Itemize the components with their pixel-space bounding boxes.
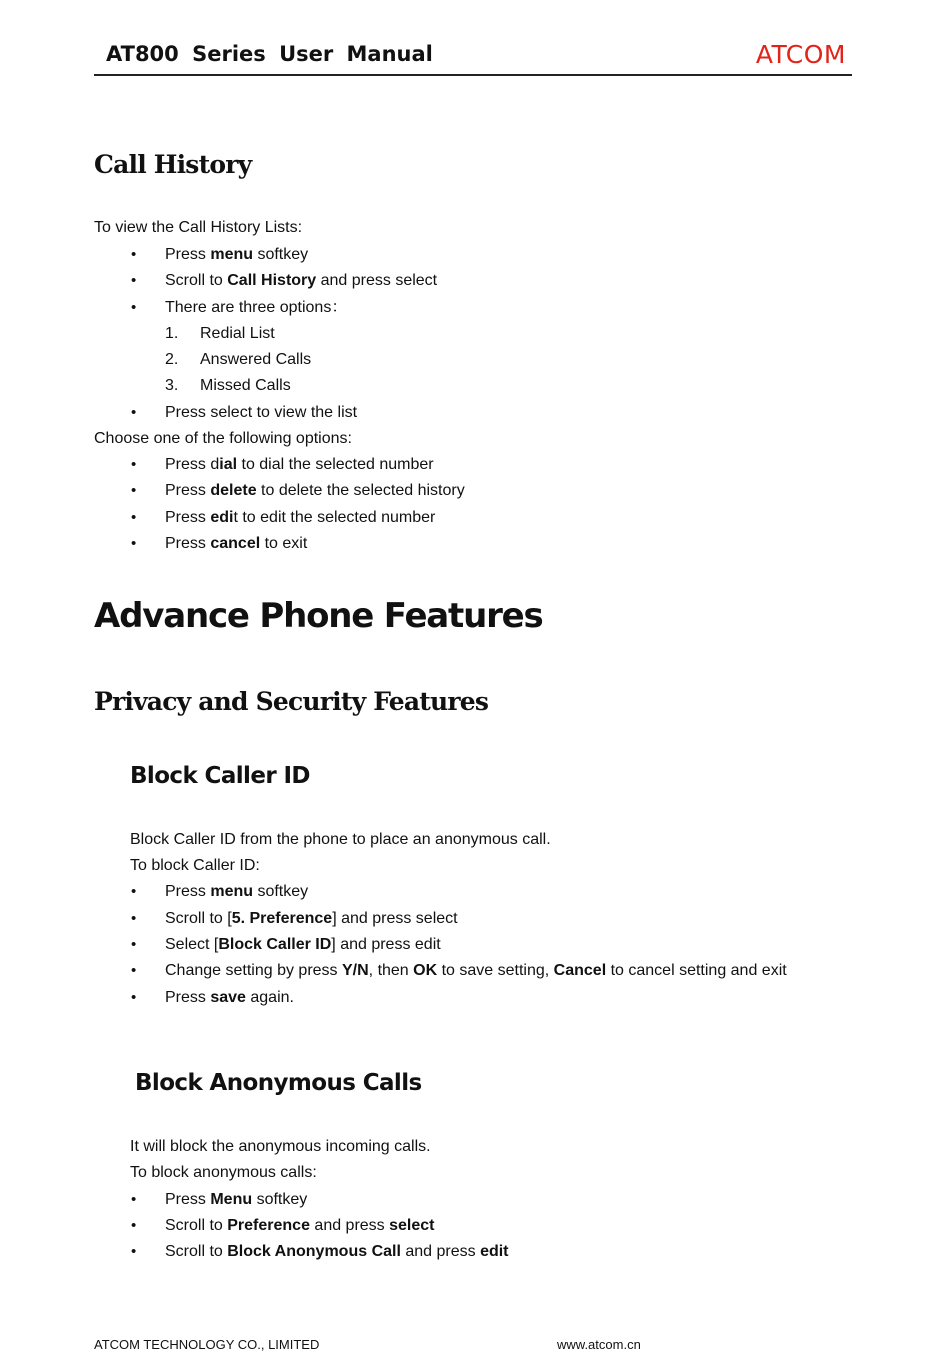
bullet-icon: • <box>131 1243 137 1260</box>
list-item: Press menu softkey <box>165 883 309 900</box>
block-anonymous-heading: Block Anonymous Calls <box>135 1070 422 1096</box>
block-anonymous-desc: It will block the anonymous incoming calls. <box>130 1138 431 1155</box>
bullet-icon: • <box>131 404 137 421</box>
advance-features-heading: Advance Phone Features <box>94 596 543 636</box>
page-header <box>94 38 852 76</box>
bullet-icon: • <box>131 883 137 900</box>
list-item: Press dial to dial the selected number <box>165 456 434 473</box>
list-item: Press cancel to exit <box>165 535 308 552</box>
block-caller-id-intro: To block Caller ID: <box>130 857 260 874</box>
list-item: Press edit to edit the selected number <box>165 509 436 526</box>
bullet-icon: • <box>131 482 137 499</box>
atcom-logo: ATCOM <box>755 40 846 69</box>
call-history-intro: To view the Call History Lists: <box>94 219 303 236</box>
option-number: 1. <box>165 325 179 342</box>
privacy-security-heading: Privacy and Security Features <box>94 687 489 716</box>
option-text: Missed Calls <box>200 377 291 394</box>
list-item: Change setting by press Y/N, then OK to save setting, Cancel to cancel setting and exit <box>165 962 787 979</box>
choose-options-text: Choose one of the following options: <box>94 430 352 447</box>
list-item: Press delete to delete the selected history <box>165 482 465 499</box>
bullet-icon: • <box>131 989 137 1006</box>
bullet-icon: • <box>131 456 137 473</box>
footer-company: ATCOM TECHNOLOGY CO., LIMITED <box>94 1337 320 1352</box>
bullet-icon: • <box>131 1191 137 1208</box>
call-history-heading: Call History <box>94 150 252 179</box>
footer-url-link[interactable]: www.atcom.cn <box>557 1337 641 1352</box>
option-text: Answered Calls <box>200 351 312 368</box>
bullet-icon: • <box>131 246 137 263</box>
list-item: Press Menu softkey <box>165 1191 308 1208</box>
block-anonymous-intro: To block anonymous calls: <box>130 1164 317 1181</box>
option-number: 3. <box>165 377 179 394</box>
bullet-icon: • <box>131 1217 137 1234</box>
list-item: There are three options： <box>165 299 348 316</box>
bullet-icon: • <box>131 509 137 526</box>
list-item: Scroll to Preference and press select <box>165 1217 435 1234</box>
option-text: Redial List <box>200 325 275 342</box>
list-item: Press menu softkey <box>165 246 309 263</box>
manual-title: AT800 Series User Manual <box>106 42 433 66</box>
option-number: 2. <box>165 351 179 368</box>
list-item: Scroll to [5. Preference] and press select <box>165 910 458 927</box>
bullet-icon: • <box>131 910 137 927</box>
list-item: Scroll to Call History and press select <box>165 272 438 289</box>
list-item: Select [Block Caller ID] and press edit <box>165 936 441 953</box>
bullet-icon: • <box>131 936 137 953</box>
bullet-icon: • <box>131 535 137 552</box>
list-item: Press select to view the list <box>165 404 358 421</box>
block-caller-id-heading: Block Caller ID <box>130 763 310 789</box>
bullet-icon: • <box>131 272 137 289</box>
list-item: Scroll to Block Anonymous Call and press edit <box>165 1243 509 1260</box>
list-item: Press save again. <box>165 989 294 1006</box>
block-caller-id-desc: Block Caller ID from the phone to place an anonymous call. <box>130 831 551 848</box>
bullet-icon: • <box>131 962 137 979</box>
bullet-icon: • <box>131 299 137 316</box>
